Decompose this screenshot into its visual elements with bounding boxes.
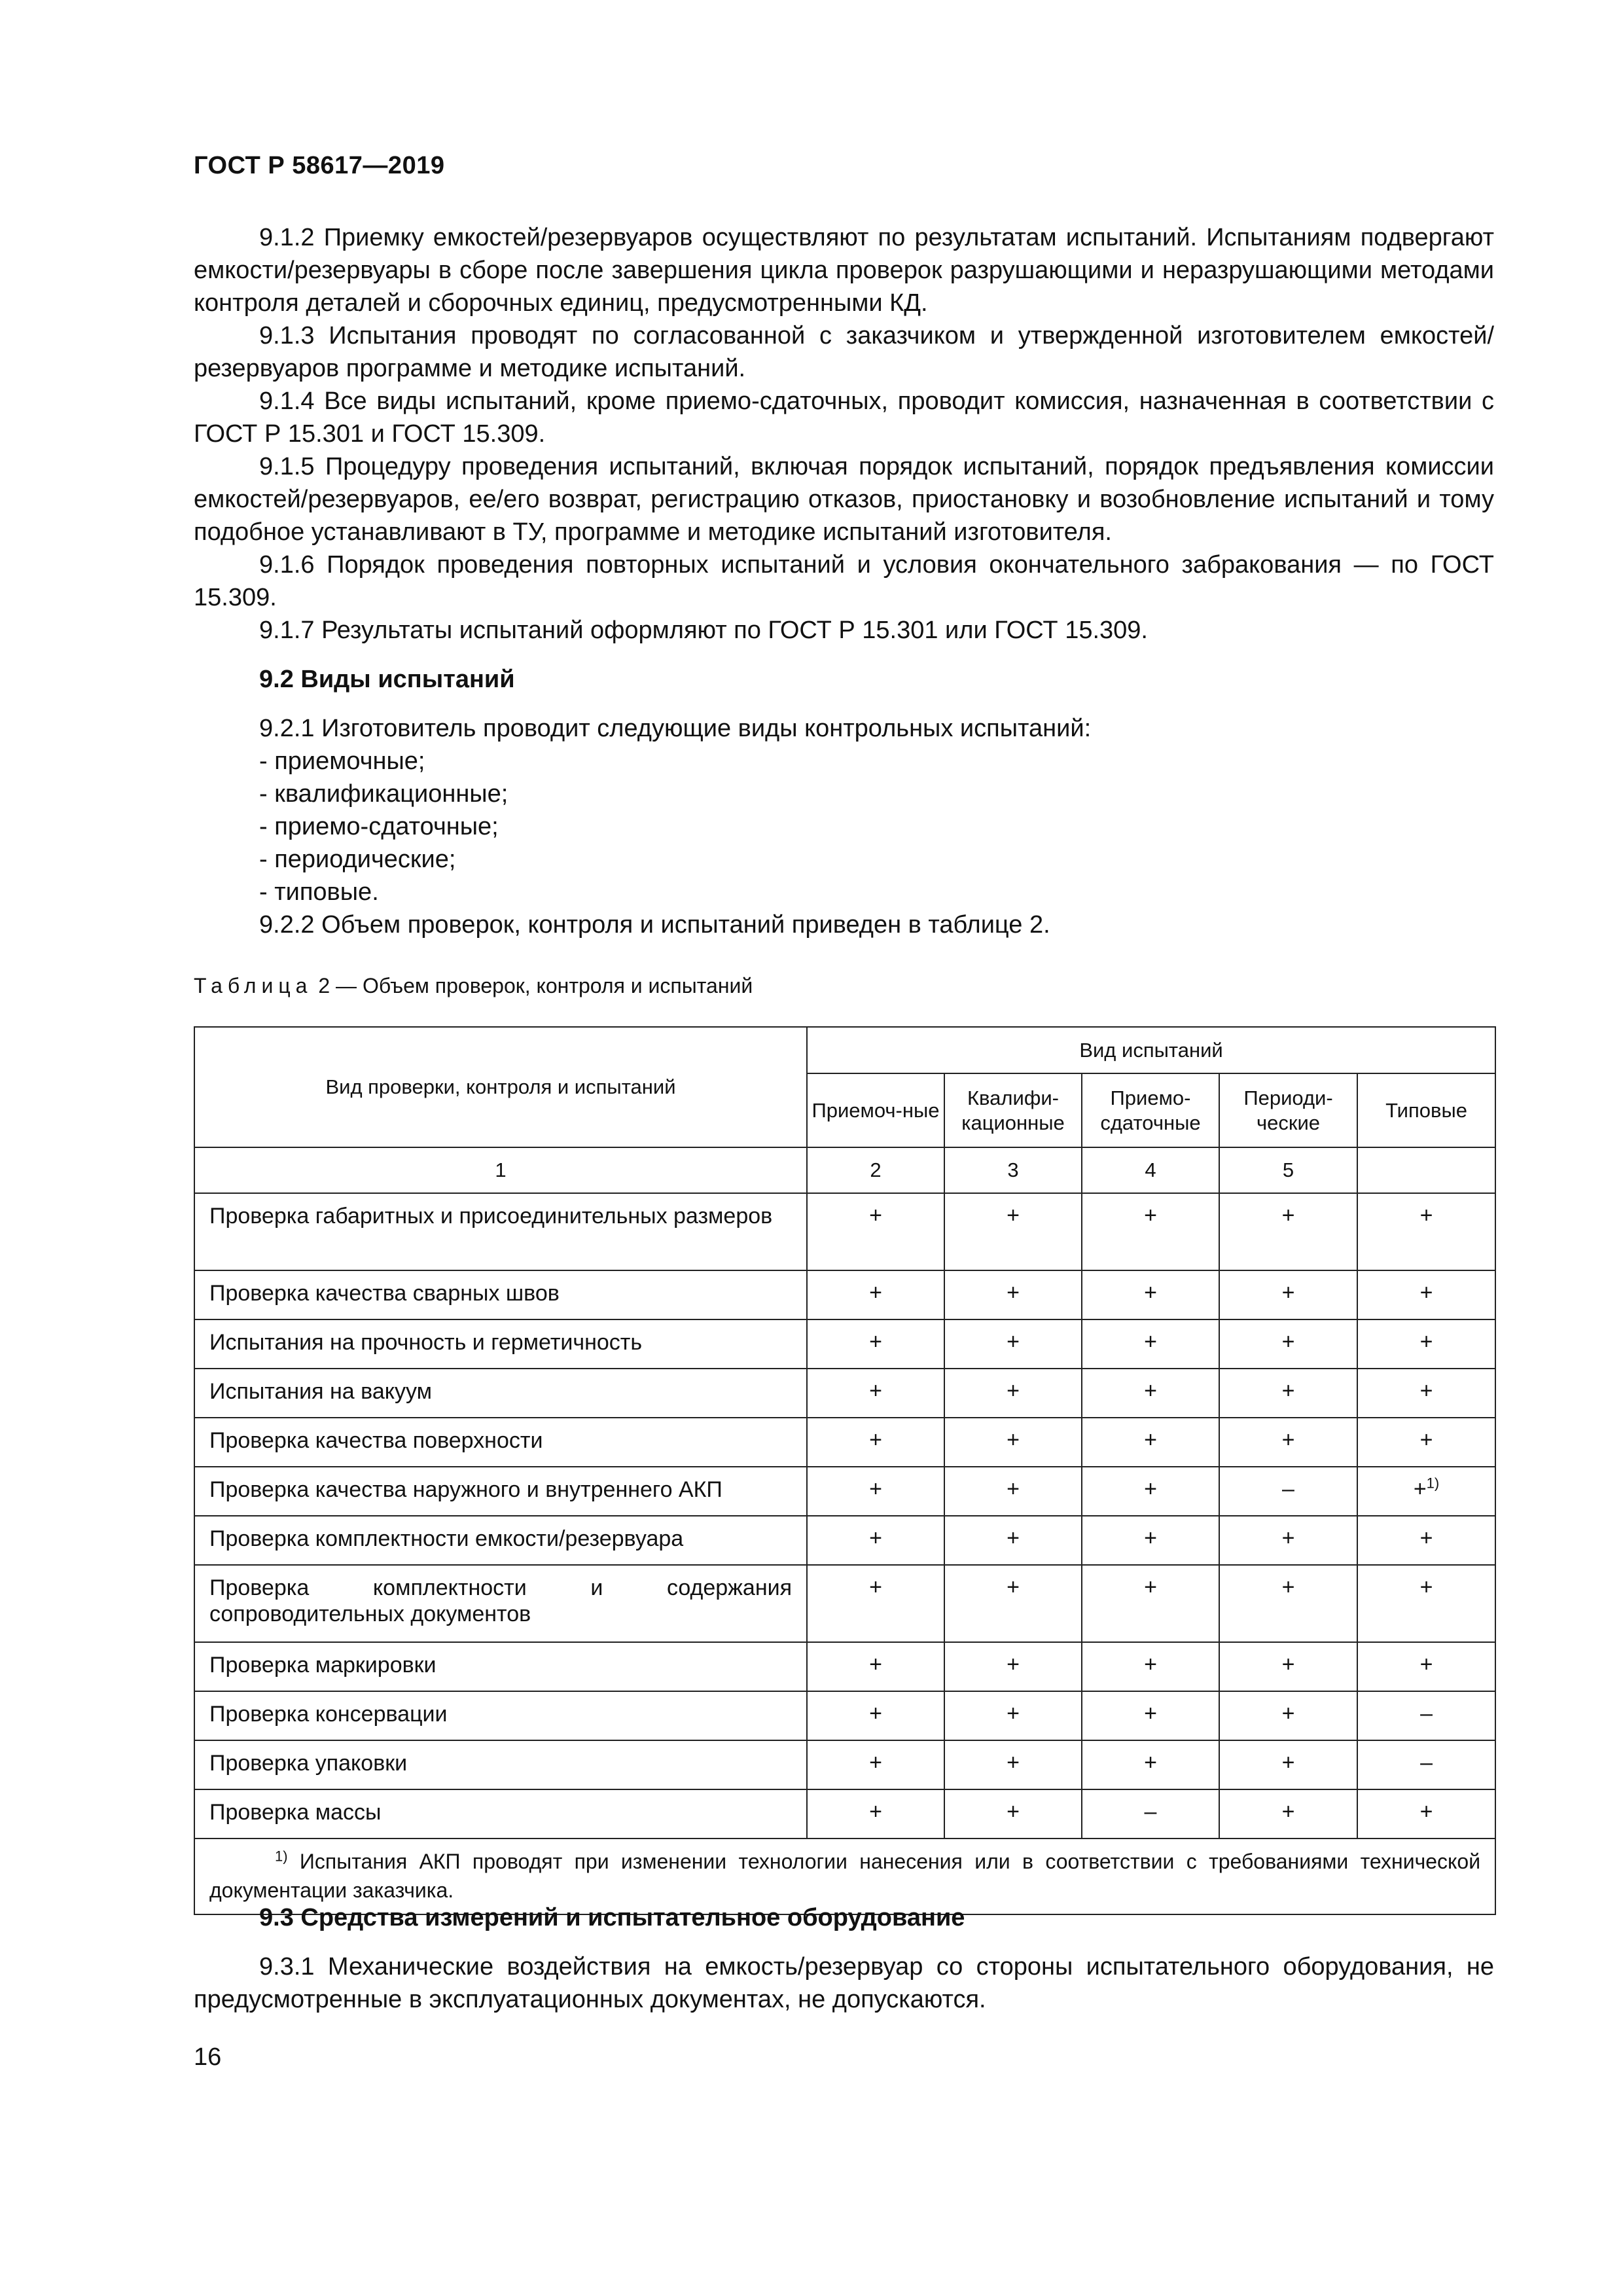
row-mark: + bbox=[944, 1418, 1082, 1467]
row-name: Испытания на прочность и герметичность bbox=[194, 1319, 807, 1369]
column-header: Приемоч-ные bbox=[807, 1073, 944, 1147]
row-mark: – bbox=[1357, 1740, 1495, 1789]
row-mark: + bbox=[1219, 1369, 1357, 1418]
paragraph-9-1-3: 9.1.3 Испытания проводят по согласованной с заказчиком и утвержденной изготовителем емкостей/резервуаров программе и методике испытаний. bbox=[194, 322, 1494, 382]
row-name: Проверка качества сварных швов bbox=[194, 1270, 807, 1319]
row-mark: + bbox=[944, 1319, 1082, 1369]
row-mark: + bbox=[807, 1270, 944, 1319]
row-mark: + bbox=[944, 1691, 1082, 1740]
paragraph-9-1-4: 9.1.4 Все виды испытаний, кроме приемо-сдаточных, проводит комиссия, назначенная в соответствии с ГОСТ Р 15.301 и ГОСТ 15.309. bbox=[194, 387, 1494, 448]
row-mark: + bbox=[807, 1369, 944, 1418]
row-name: Проверка массы bbox=[194, 1789, 807, 1839]
row-mark: + bbox=[1219, 1691, 1357, 1740]
row-mark: – bbox=[1357, 1691, 1495, 1740]
column-header: Типовые bbox=[1357, 1073, 1495, 1147]
section-9-3-heading: 9.3 Средства измерений и испытательное оборудование bbox=[259, 1904, 965, 1931]
document-header: ГОСТ Р 58617—2019 bbox=[194, 152, 445, 179]
table-2 bbox=[194, 1026, 1496, 1915]
paragraph-9-1-7: 9.1.7 Результаты испытаний оформляют по ГОСТ Р 15.301 или ГОСТ 15.309. bbox=[259, 617, 1148, 644]
footnote-text: Испытания АКП проводят при изменении технологии нанесения или в соответствии с требованиями технической документации заказчика. bbox=[209, 1850, 1481, 1902]
column-header: Квалифи-кационные bbox=[944, 1073, 1082, 1147]
list-item: - типовые. bbox=[259, 878, 379, 906]
list-item: - квалификационные; bbox=[259, 780, 508, 808]
paragraph-9-3-1: 9.3.1 Механические воздействия на емкость/резервуар со стороны испытательного оборудования, не предусмотренные в эксплуатационных документах, не допускаются. bbox=[194, 1953, 1494, 2013]
row-mark: + bbox=[1357, 1642, 1495, 1691]
row-name: Испытания на вакуум bbox=[194, 1369, 807, 1418]
row-mark: + bbox=[1357, 1565, 1495, 1642]
row-name: Проверка качества наружного и внутреннего АКП bbox=[194, 1467, 807, 1516]
row-mark: + bbox=[1082, 1193, 1219, 1270]
row-mark: + bbox=[1219, 1319, 1357, 1369]
paragraph-9-2-1: 9.2.1 Изготовитель проводит следующие виды контрольных испытаний: bbox=[259, 715, 1092, 742]
column-number: 3 bbox=[944, 1147, 1082, 1193]
row-mark: + bbox=[1082, 1565, 1219, 1642]
row-mark: + bbox=[807, 1642, 944, 1691]
row-mark: + bbox=[944, 1565, 1082, 1642]
row-mark: + bbox=[1082, 1319, 1219, 1369]
table-row bbox=[194, 1565, 1495, 1642]
section-9-2-heading: 9.2 Виды испытаний bbox=[259, 666, 515, 693]
row-mark: + bbox=[807, 1565, 944, 1642]
row-name: Проверка маркировки bbox=[194, 1642, 807, 1691]
row-name: Проверка консервации bbox=[194, 1691, 807, 1740]
row-mark: + bbox=[1219, 1642, 1357, 1691]
row-mark: + bbox=[944, 1642, 1082, 1691]
list-item: - периодические; bbox=[259, 846, 456, 873]
row-mark: + bbox=[807, 1789, 944, 1839]
paragraph-9-1-6: 9.1.6 Порядок проведения повторных испытаний и условия окончательного забракования — по ГОСТ 15.309. bbox=[194, 551, 1494, 611]
row-mark: + bbox=[807, 1319, 944, 1369]
row-mark: + bbox=[1219, 1565, 1357, 1642]
table-row bbox=[194, 1418, 1495, 1467]
row-mark: + bbox=[1357, 1418, 1495, 1467]
paragraph-9-1-5: 9.1.5 Процедуру проведения испытаний, включая порядок испытаний, порядок предъявления комиссии емкостей/резервуаров, ее/его возврат, регистрацию отказов, приостановку и возобновление испытаний и тому подобное устанавливают в ТУ, программе и методике испытаний изготовителя. bbox=[194, 453, 1494, 546]
row-mark: – bbox=[1082, 1789, 1219, 1839]
row-mark: + bbox=[1357, 1369, 1495, 1418]
footnote-marker: 1) bbox=[275, 1848, 288, 1865]
column-number: 5 bbox=[1219, 1147, 1357, 1193]
column-number: 4 bbox=[1082, 1147, 1219, 1193]
row-mark: + bbox=[807, 1740, 944, 1789]
row-name: Проверка габаритных и присоединительных размеров bbox=[194, 1193, 807, 1270]
row-mark: + bbox=[944, 1516, 1082, 1565]
row-mark: + bbox=[944, 1270, 1082, 1319]
row-mark: + bbox=[1219, 1270, 1357, 1319]
section-9-3 bbox=[194, 1901, 1494, 2016]
footnote-reference: 1) bbox=[1426, 1475, 1440, 1492]
row-name: Проверка упаковки bbox=[194, 1740, 807, 1789]
paragraph-9-1-2: 9.1.2 Приемку емкостей/резервуаров осуществляют по результатам испытаний. Испытаниям подвергают емкости/резервуары в сборе после завершения цикла проверок разрушающими и неразрушающими методами контроля деталей и сборочных единиц, предусмотренными КД. bbox=[194, 224, 1494, 317]
row-mark: + bbox=[1357, 1789, 1495, 1839]
row-mark: + bbox=[1082, 1270, 1219, 1319]
column-number bbox=[1357, 1147, 1495, 1193]
table-row bbox=[194, 1642, 1495, 1691]
row-name: Проверка комплектности и содержания сопроводительных документов bbox=[194, 1565, 807, 1642]
table-caption-word: Таблица bbox=[194, 974, 313, 997]
table-caption bbox=[194, 974, 753, 998]
row-mark: + bbox=[944, 1789, 1082, 1839]
section-9-1-text bbox=[194, 221, 1494, 941]
column-header: Приемо-сдаточные bbox=[1082, 1073, 1219, 1147]
table-row bbox=[194, 1516, 1495, 1565]
table-row bbox=[194, 1193, 1495, 1270]
table-row bbox=[194, 1467, 1495, 1516]
row-name: Проверка качества поверхности bbox=[194, 1418, 807, 1467]
row-mark: + bbox=[944, 1467, 1082, 1516]
table-caption-text: 2 — Объем проверок, контроля и испытаний bbox=[312, 974, 753, 997]
paragraph-9-2-2: 9.2.2 Объем проверок, контроля и испытаний приведен в таблице 2. bbox=[259, 911, 1050, 939]
column-number: 2 bbox=[807, 1147, 944, 1193]
column-header: Периоди-ческие bbox=[1219, 1073, 1357, 1147]
table-row bbox=[194, 1369, 1495, 1418]
row-mark: + bbox=[1357, 1270, 1495, 1319]
list-item: - приемо-сдаточные; bbox=[259, 813, 499, 840]
row-mark: – bbox=[1219, 1467, 1357, 1516]
table-row bbox=[194, 1789, 1495, 1839]
row-mark: + bbox=[944, 1740, 1082, 1789]
row-mark: + bbox=[1219, 1193, 1357, 1270]
row-mark: + bbox=[1082, 1467, 1219, 1516]
row-mark: + bbox=[944, 1369, 1082, 1418]
row-mark-with-footnote bbox=[1357, 1467, 1495, 1516]
header-test-type: Вид испытаний bbox=[807, 1027, 1495, 1073]
row-mark: + bbox=[807, 1516, 944, 1565]
row-mark: + bbox=[1082, 1516, 1219, 1565]
row-mark: + bbox=[807, 1467, 944, 1516]
row-mark: + bbox=[1082, 1369, 1219, 1418]
row-mark: + bbox=[1082, 1642, 1219, 1691]
row-mark: + bbox=[1357, 1516, 1495, 1565]
table-row bbox=[194, 1691, 1495, 1740]
row-mark: + bbox=[807, 1691, 944, 1740]
row-mark: + bbox=[1219, 1740, 1357, 1789]
table-row bbox=[194, 1740, 1495, 1789]
row-mark: + bbox=[807, 1418, 944, 1467]
row-mark: + bbox=[944, 1193, 1082, 1270]
page-number: 16 bbox=[194, 2043, 222, 2071]
row-name: Проверка комплектности емкости/резервуара bbox=[194, 1516, 807, 1565]
table-row bbox=[194, 1319, 1495, 1369]
row-mark: + bbox=[1082, 1691, 1219, 1740]
header-check-type: Вид проверки, контроля и испытаний bbox=[194, 1027, 807, 1147]
row-mark: + bbox=[1219, 1789, 1357, 1839]
row-mark: + bbox=[1219, 1418, 1357, 1467]
column-number: 1 bbox=[194, 1147, 807, 1193]
row-mark: + bbox=[807, 1193, 944, 1270]
table-row bbox=[194, 1270, 1495, 1319]
row-mark: + bbox=[1082, 1418, 1219, 1467]
list-item: - приемочные; bbox=[259, 747, 425, 775]
row-mark: + bbox=[1357, 1319, 1495, 1369]
row-mark: + bbox=[1413, 1477, 1427, 1501]
row-mark: + bbox=[1219, 1516, 1357, 1565]
row-mark: + bbox=[1082, 1740, 1219, 1789]
row-mark: + bbox=[1357, 1193, 1495, 1270]
